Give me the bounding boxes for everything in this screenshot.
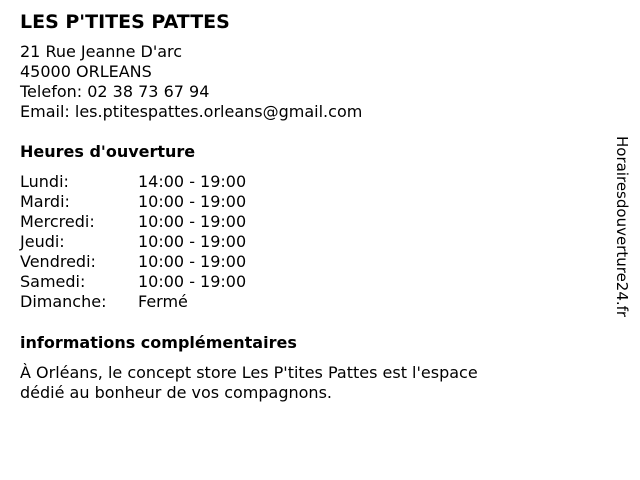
business-name: LES P'TITES PATTES	[20, 11, 230, 33]
hours-row-monday	[20, 172, 580, 192]
contact-block	[20, 42, 580, 122]
day-hours: 10:00 - 19:00	[138, 272, 247, 291]
business-card	[20, 10, 580, 403]
day-hours: 10:00 - 19:00	[138, 232, 247, 251]
site-watermark-text: Horairesdouverture24.fr	[613, 136, 631, 318]
hours-table	[20, 172, 580, 312]
info-line: À Orléans, le concept store Les P'tites Pattes est l'espace	[20, 363, 478, 382]
hours-row-friday	[20, 252, 580, 272]
day-label: Jeudi:	[20, 232, 65, 251]
day-label: Mardi:	[20, 192, 70, 211]
day-label: Samedi:	[20, 272, 86, 291]
site-watermark	[612, 136, 632, 344]
info-description	[20, 363, 580, 403]
day-label: Vendredi:	[20, 252, 96, 271]
hours-row-saturday	[20, 272, 580, 292]
address-city: 45000 ORLEANS	[20, 62, 152, 81]
hours-row-sunday	[20, 292, 580, 312]
hours-row-tuesday	[20, 192, 580, 212]
day-label: Lundi:	[20, 172, 69, 191]
info-heading: informations complémentaires	[20, 333, 297, 352]
address-street: 21 Rue Jeanne D'arc	[20, 42, 183, 61]
day-hours: 10:00 - 19:00	[138, 252, 247, 271]
hours-row-thursday	[20, 232, 580, 252]
hours-row-wednesday	[20, 212, 580, 232]
email-line: Email: les.ptitespattes.orleans@gmail.com	[20, 102, 363, 121]
day-hours: 14:00 - 19:00	[138, 172, 247, 191]
day-label: Mercredi:	[20, 212, 95, 231]
day-hours: Fermé	[138, 292, 188, 311]
day-hours: 10:00 - 19:00	[138, 212, 247, 231]
day-label: Dimanche:	[20, 292, 107, 311]
hours-heading: Heures d'ouverture	[20, 142, 196, 161]
day-hours: 10:00 - 19:00	[138, 192, 247, 211]
info-line: dédié au bonheur de vos compagnons.	[20, 383, 332, 402]
phone-line: Telefon: 02 38 73 67 94	[20, 82, 210, 101]
